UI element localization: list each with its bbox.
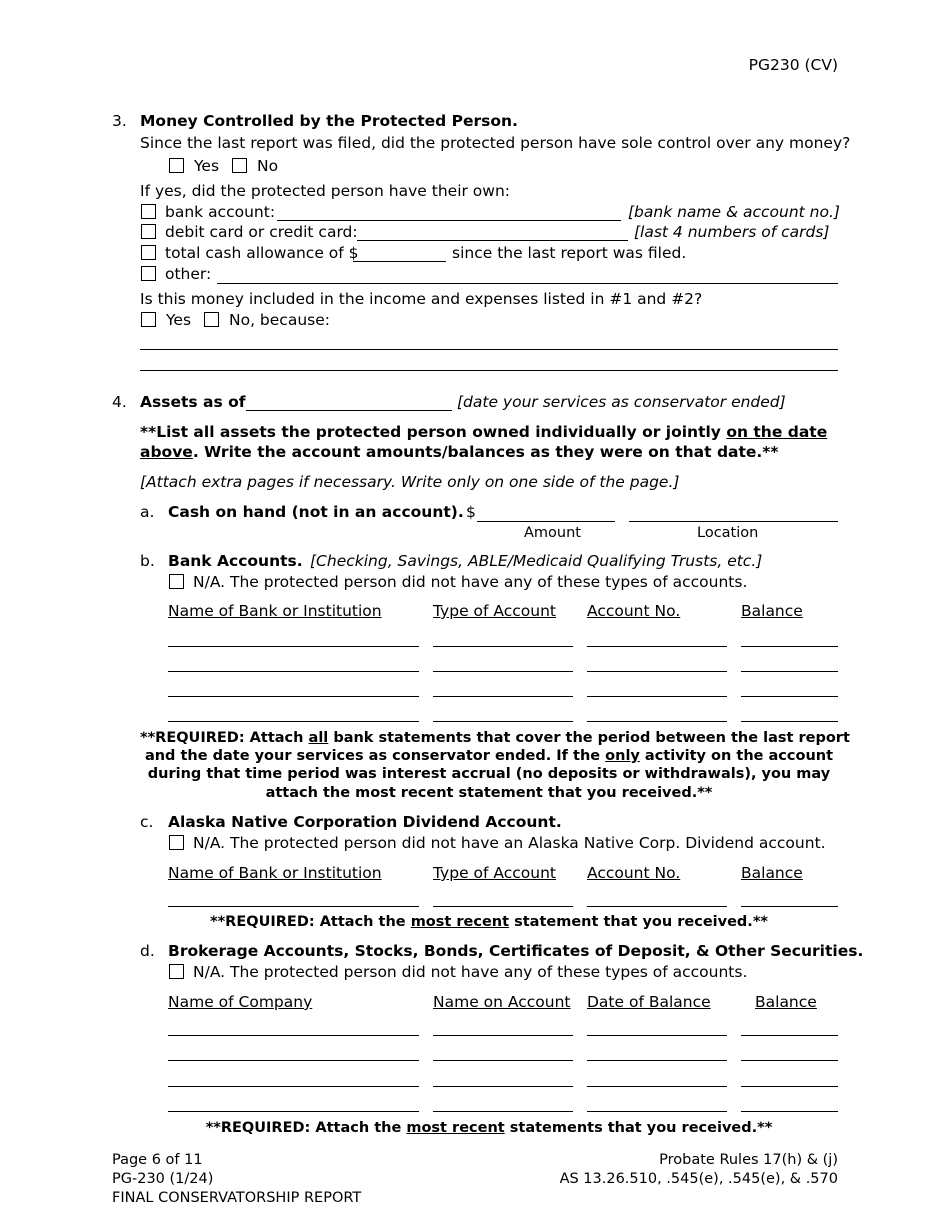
bank-accounts-title: Bank Accounts. (168, 552, 303, 570)
other-label: other: (165, 265, 212, 283)
bank-accounts-hint: [Checking, Savings, ABLE/Medicaid Qualifying Trusts, etc.] (310, 552, 763, 570)
section-3-title: Money Controlled by the Protected Person. (140, 112, 518, 130)
debit-card-field[interactable] (357, 224, 628, 241)
bank-required-line-4: attach the most recent statement that you received.** (265, 785, 713, 801)
alaska-col-name: Name of Bank or Institution (168, 864, 382, 882)
bank-account-checkbox[interactable] (141, 204, 156, 219)
alaska-col-balance: Balance (741, 864, 803, 882)
alaska-required-note: **REQUIRED: Attach the most recent statement that you received.** (210, 914, 768, 930)
item-d-letter: d. (140, 942, 155, 960)
brokerage-col-company: Name of Company (168, 993, 313, 1011)
included-yes-label: Yes (166, 311, 192, 329)
included-yes-checkbox[interactable] (141, 312, 156, 327)
cash-amount-field[interactable] (477, 505, 615, 522)
cash-location-field[interactable] (629, 505, 838, 522)
cash-allowance-field[interactable] (353, 245, 446, 262)
bank-col-type: Type of Account (433, 602, 556, 620)
section-4-number: 4. (112, 393, 127, 411)
bank-account-hint: [bank name & account no.] (628, 203, 840, 221)
bank-na-checkbox[interactable] (169, 574, 184, 589)
alaska-col-type: Type of Account (433, 864, 556, 882)
brokerage-na-text: N/A. The protected person did not have any of these types of accounts. (193, 963, 748, 981)
footer-page: Page 6 of 11 (112, 1152, 203, 1168)
assets-instruction-line-2: above. Write the account amounts/balances as they were on that date.** (140, 443, 779, 461)
cash-allowance-suffix: since the last report was filed. (452, 244, 687, 262)
attach-extra-note: [Attach extra pages if necessary. Write only on one side of the page.] (140, 473, 680, 491)
cash-dollar-sign: $ (466, 503, 476, 521)
assets-date-hint: [date your services as conservator ended] (457, 393, 786, 411)
sole-control-no-checkbox[interactable] (232, 158, 247, 173)
alaska-native-title: Alaska Native Corporation Dividend Account. (168, 813, 562, 831)
sole-control-question: Since the last report was filed, did the protected person have sole control over any money? (140, 134, 851, 152)
brokerage-required-note: **REQUIRED: Attach the most recent statements that you received.** (205, 1120, 773, 1136)
cash-allowance-label: total cash allowance of $ (165, 244, 359, 262)
bank-required-line-2: and the date your services as conservator ended. If the only activity on the account (144, 748, 834, 764)
bank-required-line-3: during that time period was interest accrual (no deposits or withdrawals), you may (147, 766, 831, 782)
footer-rules: Probate Rules 17(h) & (j) (659, 1152, 838, 1168)
sole-control-yes-label: Yes (194, 157, 220, 175)
included-no-label: No, because: (229, 311, 330, 329)
footer-form-number: PG-230 (1/24) (112, 1171, 214, 1187)
other-field[interactable] (217, 267, 838, 284)
alaska-na-checkbox[interactable] (169, 835, 184, 850)
debit-card-hint: [last 4 numbers of cards] (634, 223, 830, 241)
sole-control-yes-checkbox[interactable] (169, 158, 184, 173)
sole-control-no-label: No (257, 157, 279, 175)
amount-caption: Amount (524, 525, 581, 541)
included-question: Is this money included in the income and expenses listed in #1 and #2? (140, 290, 703, 308)
location-caption: Location (697, 525, 759, 541)
alaska-na-text: N/A. The protected person did not have an Alaska Native Corp. Dividend account. (193, 834, 826, 852)
section-3-number: 3. (112, 112, 127, 130)
debit-card-checkbox[interactable] (141, 224, 156, 239)
brokerage-col-name: Name on Account (433, 993, 571, 1011)
debit-card-label: debit card or credit card: (165, 223, 358, 241)
bank-col-name: Name of Bank or Institution (168, 602, 382, 620)
if-yes-text: If yes, did the protected person have their own: (140, 182, 511, 200)
bank-account-field[interactable] (277, 204, 621, 221)
brokerage-col-balance: Balance (755, 993, 817, 1011)
bank-col-account: Account No. (587, 602, 681, 620)
included-no-checkbox[interactable] (204, 312, 219, 327)
alaska-col-account: Account No. (587, 864, 681, 882)
brokerage-col-date: Date of Balance (587, 993, 711, 1011)
assets-date-field[interactable] (246, 394, 452, 411)
because-field-line-2[interactable] (140, 354, 838, 371)
item-c-letter: c. (140, 813, 154, 831)
bank-account-label: bank account: (165, 203, 276, 221)
bank-col-balance: Balance (741, 602, 803, 620)
other-checkbox[interactable] (141, 266, 156, 281)
form-code: PG230 (CV) (748, 56, 838, 74)
footer-statutes: AS 13.26.510, .545(e), .545(e), & .570 (559, 1171, 838, 1187)
bank-required-line-1: **REQUIRED: Attach all bank statements that cover the period between the last report (140, 730, 850, 746)
brokerage-na-checkbox[interactable] (169, 964, 184, 979)
cash-allowance-checkbox[interactable] (141, 245, 156, 260)
item-a-letter: a. (140, 503, 155, 521)
footer-form-title: FINAL CONSERVATORSHIP REPORT (112, 1190, 362, 1206)
section-4-title: Assets as of (140, 393, 246, 411)
bank-na-text: N/A. The protected person did not have any of these types of accounts. (193, 573, 748, 591)
brokerage-title: Brokerage Accounts, Stocks, Bonds, Certificates of Deposit, & Other Securities. (168, 942, 864, 960)
assets-instruction-line-1: **List all assets the protected person owned individually or jointly on the date (140, 423, 828, 441)
item-b-letter: b. (140, 552, 155, 570)
cash-on-hand-title: Cash on hand (not in an account). (168, 503, 464, 521)
because-field-line-1[interactable] (140, 333, 838, 350)
